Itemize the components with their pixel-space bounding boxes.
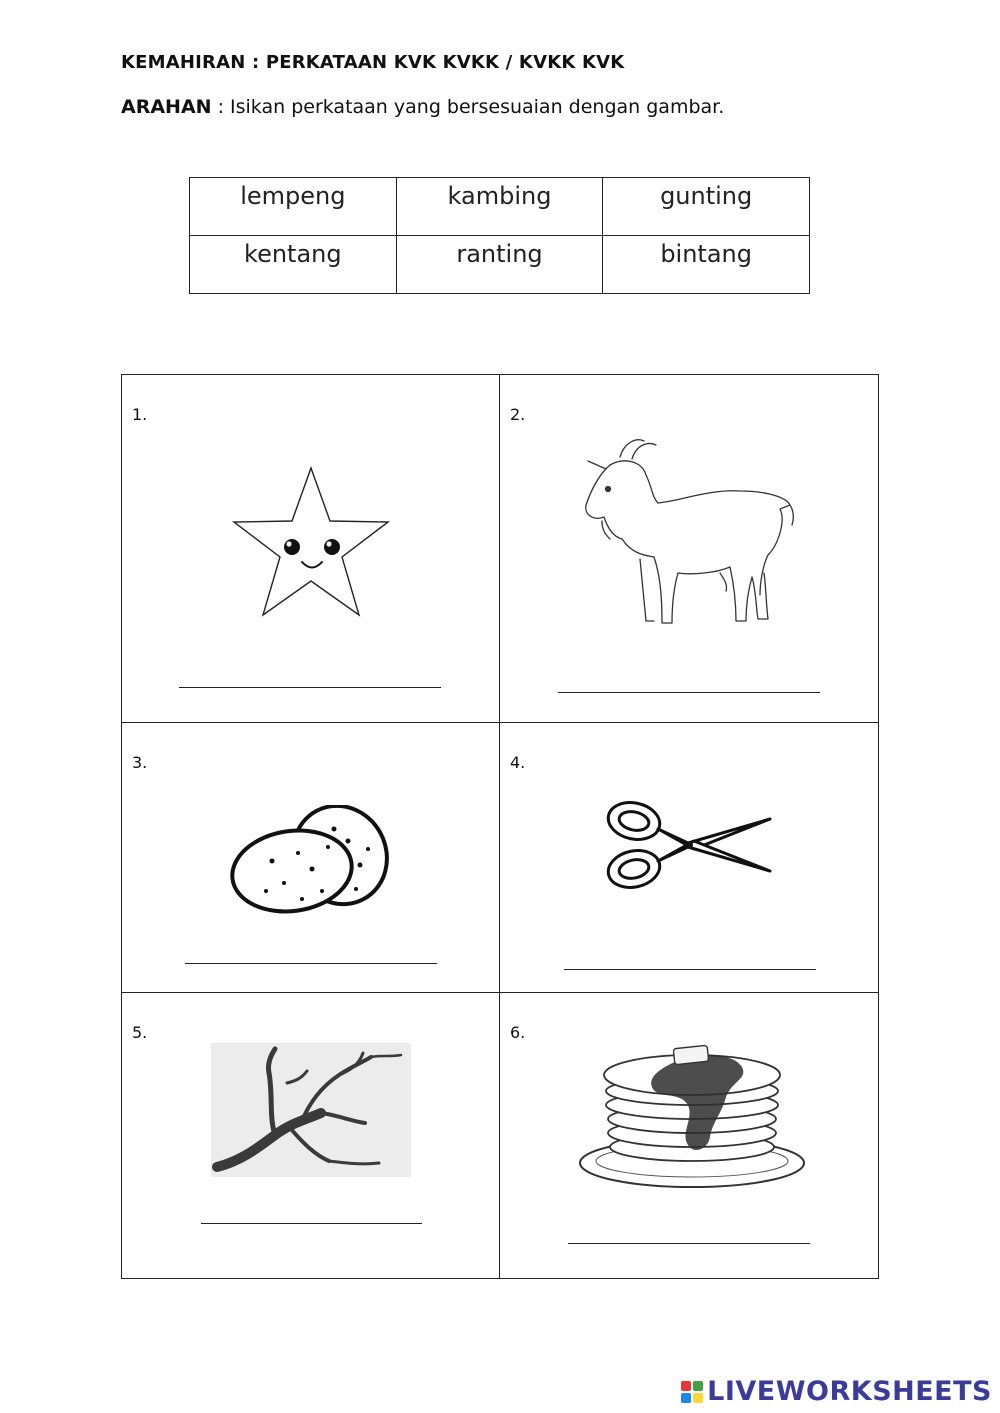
logo-square bbox=[681, 1381, 691, 1391]
instruction-label: ARAHAN bbox=[121, 96, 212, 118]
pancakes-icon bbox=[576, 1033, 808, 1193]
question-number: 1. bbox=[132, 405, 148, 424]
word-bank-row bbox=[190, 236, 810, 294]
question-cell-1 bbox=[122, 375, 500, 723]
logo-square bbox=[681, 1393, 691, 1403]
logo-square bbox=[693, 1381, 703, 1391]
word-bank-cell: kentang bbox=[190, 236, 397, 294]
answer-line-3[interactable] bbox=[185, 963, 437, 964]
answer-line-1[interactable] bbox=[179, 687, 441, 688]
question-cell-2 bbox=[500, 375, 879, 723]
word-bank-cell: kambing bbox=[396, 178, 603, 236]
question-number: 2. bbox=[510, 405, 526, 424]
question-number: 6. bbox=[510, 1023, 526, 1042]
question-number: 3. bbox=[132, 753, 148, 772]
question-number: 4. bbox=[510, 753, 526, 772]
word-bank-cell: lempeng bbox=[190, 178, 397, 236]
answer-line-4[interactable] bbox=[564, 969, 816, 970]
word-bank-cell: bintang bbox=[603, 236, 810, 294]
brand-name: LIVEWORKSHEETS bbox=[707, 1376, 992, 1407]
logo-square bbox=[693, 1393, 703, 1403]
potatoes-icon bbox=[228, 805, 398, 915]
scissors-icon bbox=[604, 797, 774, 897]
question-number: 5. bbox=[132, 1023, 148, 1042]
question-cell-6 bbox=[500, 993, 879, 1279]
skill-title: KEMAHIRAN : PERKATAAN KVK KVKK / KVKK KVK bbox=[121, 52, 625, 73]
branch-icon bbox=[211, 1043, 411, 1177]
question-grid bbox=[121, 374, 879, 1279]
goat-icon bbox=[580, 435, 800, 635]
instruction bbox=[121, 96, 724, 118]
answer-line-2[interactable] bbox=[558, 692, 820, 693]
footer-brand bbox=[681, 1376, 992, 1407]
word-bank-row bbox=[190, 178, 810, 236]
liveworksheets-logo-icon bbox=[681, 1381, 703, 1403]
question-cell-5 bbox=[122, 993, 500, 1279]
question-cell-3 bbox=[122, 723, 500, 993]
instruction-text: : Isikan perkataan yang bersesuaian dengan gambar. bbox=[211, 96, 725, 118]
word-bank-table bbox=[189, 177, 810, 294]
star-icon bbox=[228, 463, 394, 623]
word-bank-cell: gunting bbox=[603, 178, 810, 236]
answer-line-5[interactable] bbox=[201, 1223, 422, 1224]
answer-line-6[interactable] bbox=[568, 1243, 810, 1244]
word-bank-cell: ranting bbox=[396, 236, 603, 294]
question-cell-4 bbox=[500, 723, 879, 993]
